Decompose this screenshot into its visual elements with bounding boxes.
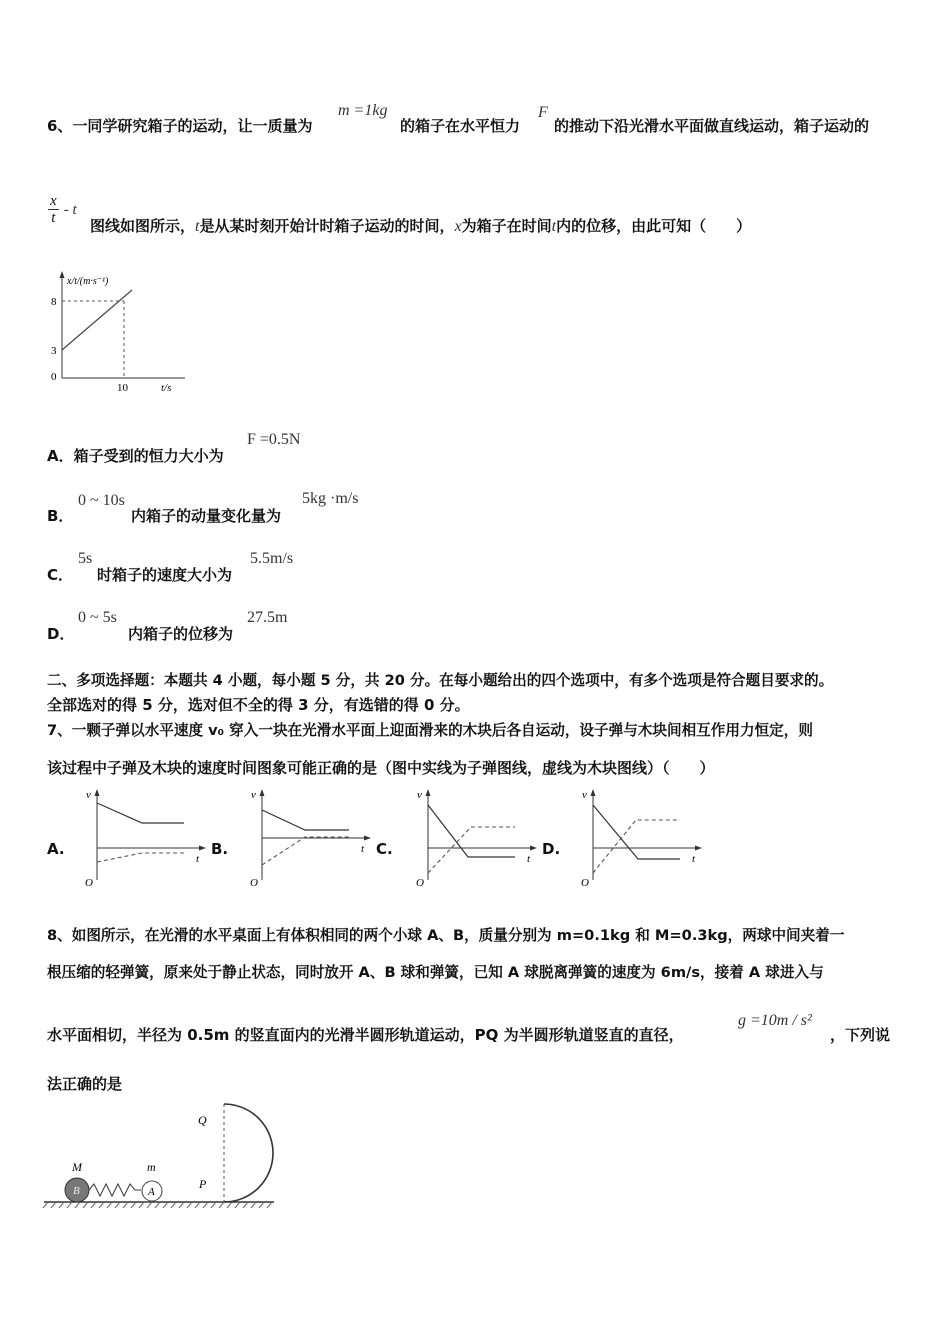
origin-label: O [85, 877, 93, 889]
bullet-line [97, 803, 184, 823]
frac-suffix: - t [63, 202, 77, 218]
v-axis-arrow [591, 789, 596, 796]
q7-graph-a [72, 785, 212, 890]
mass-big-label: M [72, 1160, 82, 1174]
q6-option-d-label[interactable]: D． [47, 625, 75, 643]
origin-label: O [416, 877, 424, 889]
section2-line1: 二、多项选择题：本题共 4 小题，每小题 5 分，共 20 分。在每小题给出的四个选项中，有多个选项是符合题目要求的。 [47, 672, 834, 689]
t-symbol: t [195, 218, 200, 235]
y-tick-0: 0 [51, 371, 57, 383]
q7-graph-d [568, 785, 708, 890]
q6-line2-c: 为箱子在时间 [461, 217, 552, 235]
q6-line2-d: 内的位移，由此可知（ ） [556, 217, 752, 235]
origin-label: O [250, 877, 258, 889]
y-tick-8: 8 [51, 296, 57, 308]
v-axis-arrow [95, 789, 100, 796]
y-label: x/t/(m·s⁻¹) [67, 276, 109, 287]
q6-fraction [48, 193, 77, 226]
q6-option-a-math: F =0.5N [247, 431, 301, 448]
q7-graph-c [403, 785, 543, 890]
block-line [428, 827, 515, 873]
q6-line2 [90, 215, 751, 236]
q6-option-b-text: 内箱子的动量变化量为 [131, 507, 282, 525]
bullet-line [262, 810, 349, 830]
q6-prefix: 6、一同学研究箱子的运动，让一质量为 [47, 117, 313, 135]
q6-line2-a: 图线如图所示， [90, 217, 196, 235]
q6-mid1: 的箱子在水平恒力 [400, 117, 521, 135]
bullet-line [428, 805, 515, 857]
y-axis-arrow [60, 271, 65, 278]
bullet-line [593, 805, 680, 859]
ball-a-label: A [148, 1186, 155, 1198]
t-symbol-2: t [551, 218, 557, 235]
q7-graph-b [237, 785, 377, 890]
frac-den: t [51, 210, 56, 226]
q8-line3-end: ，下列说 [830, 1026, 891, 1044]
q8-line1: 8、如图所示，在光滑的水平桌面上有体积相同的两个小球 A、B，质量分别为 m=0.1kg 和 M=0.3kg，两球中间夹着一 [47, 927, 845, 944]
q7-line1: 7、一颗子弹以水平速度 v₀ 穿入一块在光滑水平面上迎面滑来的木块后各自运动，设子弹与木块间相互作用力恒定，则 [47, 722, 813, 739]
section2-line2: 全部选对的得 5 分，选对但不全的得 3 分，有选错的得 0 分。 [47, 696, 470, 714]
frac-num: x [50, 193, 57, 209]
q6-option-b-label[interactable]: B． [47, 507, 74, 525]
t-label: t [527, 853, 531, 865]
q6-force-symbol: F [538, 104, 548, 121]
q6-option-c-pre: 5s [78, 550, 93, 567]
t-axis-arrow [530, 846, 537, 851]
v-label: v [582, 789, 587, 801]
q7-option-c-label[interactable]: C. [376, 840, 393, 858]
q6-option-b-pre: 0 ~ 10s [78, 492, 125, 509]
y-tick-3: 3 [51, 345, 57, 357]
q7-option-d-label[interactable]: D. [542, 840, 561, 858]
t-axis-arrow [364, 836, 371, 841]
block-line [593, 820, 680, 873]
p-label: P [199, 1177, 207, 1191]
q7-option-a-label[interactable]: A. [47, 840, 65, 858]
mass-small-label: m [147, 1160, 156, 1174]
q8-line4: 法正确的是 [47, 1075, 123, 1093]
ground-hatch [43, 1202, 272, 1208]
graph-line [62, 290, 132, 350]
q6-xt-graph [40, 268, 190, 396]
x-symbol: x [454, 218, 462, 235]
ball-b-label: B [73, 1185, 80, 1197]
q6-mid2: 的推动下沿光滑水平面做直线运动，箱子运动的 [554, 117, 870, 135]
block-line [97, 853, 184, 862]
q6-option-b-math: 5kg ·m/s [302, 490, 359, 507]
q6-option-c-text: 时箱子的速度大小为 [97, 566, 233, 584]
origin-label: O [581, 877, 589, 889]
q-label: Q [198, 1113, 207, 1127]
x-over-t [48, 193, 59, 226]
q6-option-a[interactable] [47, 445, 224, 466]
x-tick-10: 10 [117, 382, 128, 394]
option-label: A． [47, 447, 74, 465]
t-label: t [196, 853, 200, 865]
block-line [262, 837, 349, 865]
q8-line2: 根压缩的轻弹簧，原来处于静止状态，同时放开 A、B 球和弹簧，已知 A 球脱离弹簧的速度为 6m/s，接着 A 球进入与 [47, 964, 824, 981]
v-label: v [86, 789, 91, 801]
q7-line2: 该过程中子弹及木块的速度时间图象可能正确的是（图中实线为子弹图线，虚线为木块图线）（ ） [47, 759, 715, 777]
t-axis-arrow [695, 846, 702, 851]
t-label: t [361, 843, 365, 855]
option-text: 箱子受到的恒力大小为 [73, 447, 224, 465]
v-axis-arrow [260, 789, 265, 796]
q6-option-c-label[interactable]: C． [47, 566, 74, 584]
v-axis-arrow [426, 789, 431, 796]
q8-line3: 水平面相切，半径为 0.5m 的竖直面内的光滑半圆形轨道运动，PQ 为半圆形轨道竖直的直径， [47, 1026, 684, 1044]
v-label: v [251, 789, 256, 801]
q6-line2-b: 是从某时刻开始计时箱子运动的时间， [199, 217, 455, 235]
q6-option-d-math: 27.5m [247, 609, 288, 626]
q6-mass-math: m =1kg [338, 102, 388, 119]
q8-g-math: g =10m / s² [738, 1012, 812, 1029]
spring [89, 1184, 141, 1196]
t-label: t [692, 853, 696, 865]
x-label: t/s [161, 382, 172, 394]
q6-option-d-text: 内箱子的位移为 [128, 625, 234, 643]
q6-option-d-pre: 0 ~ 5s [78, 609, 117, 626]
q7-option-b-label[interactable]: B. [211, 840, 229, 858]
q8-figure [42, 1098, 282, 1216]
semicircle-track [224, 1104, 273, 1202]
v-label: v [417, 789, 422, 801]
t-axis-arrow [199, 846, 206, 851]
q6-line1 [47, 115, 312, 136]
q6-option-c-math: 5.5m/s [250, 550, 294, 567]
